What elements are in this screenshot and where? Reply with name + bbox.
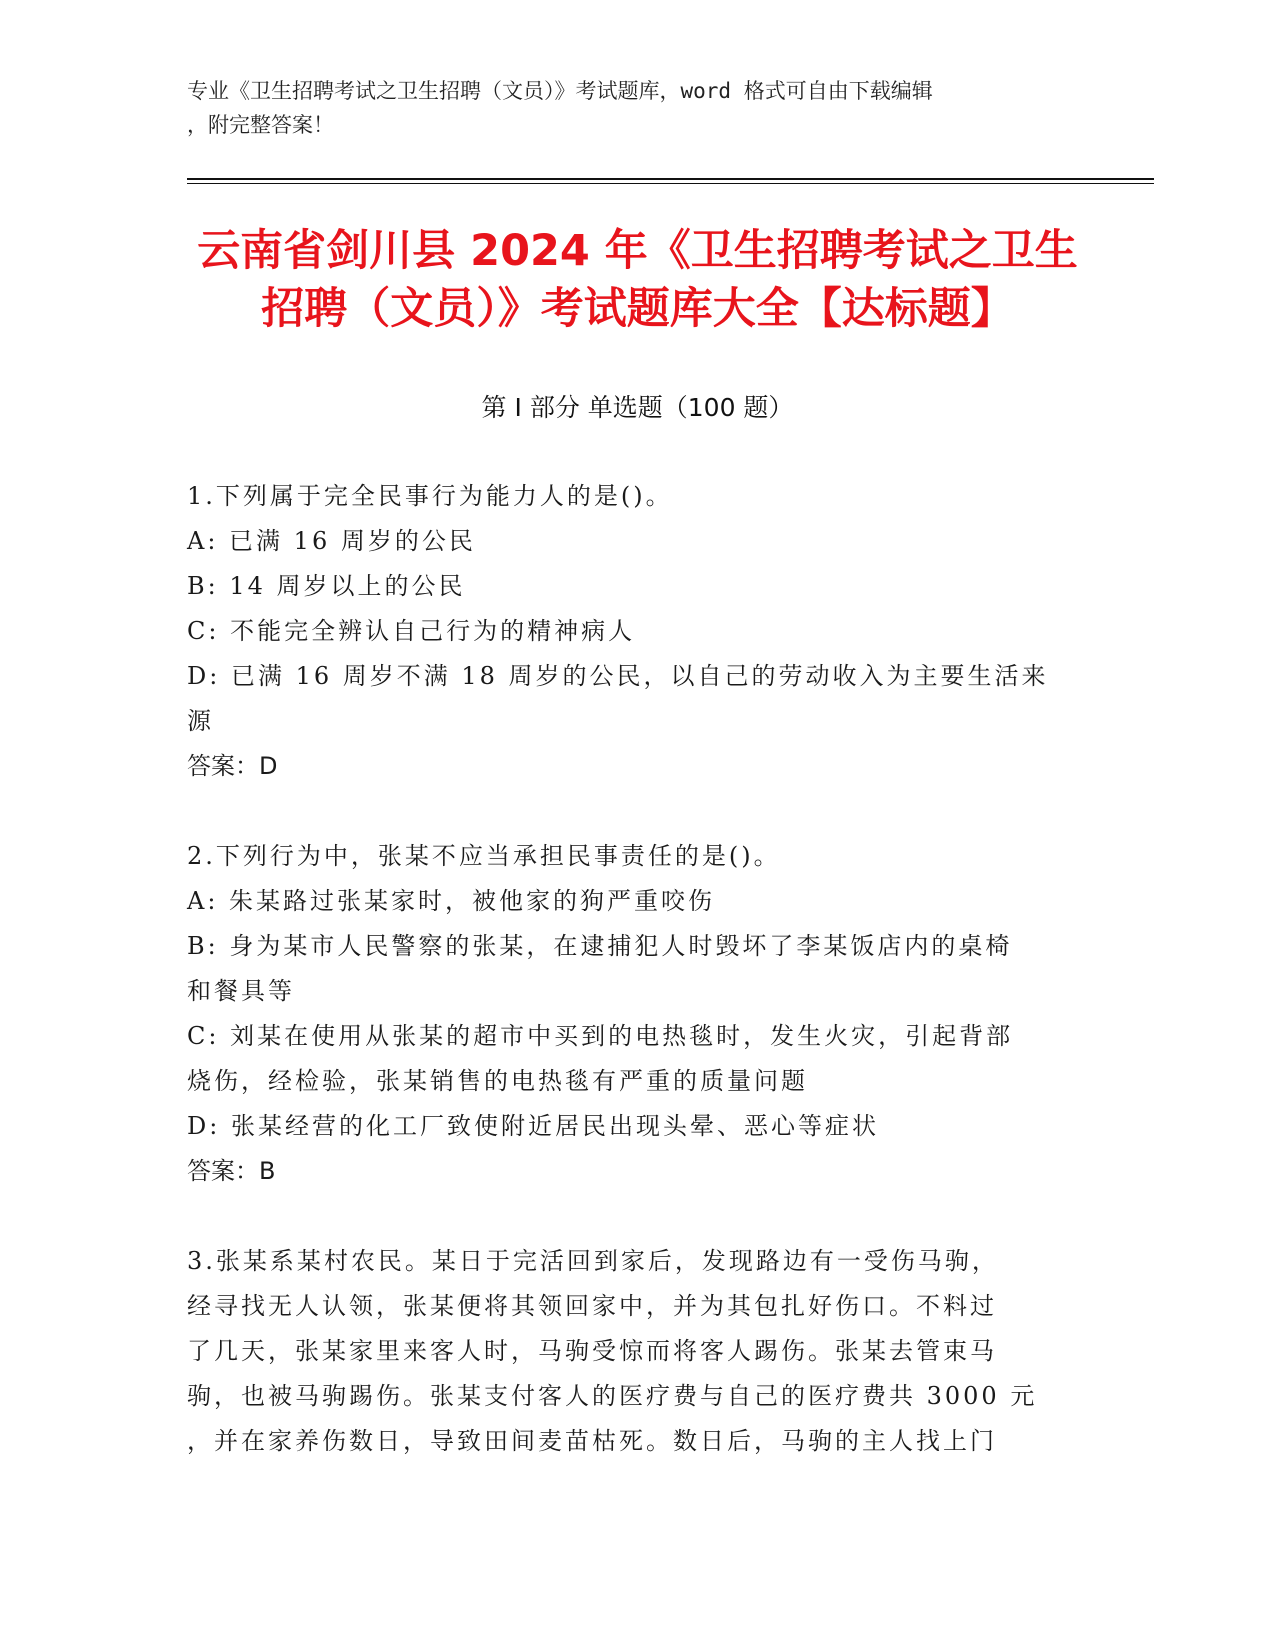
header-note-line: 专业《卫生招聘考试之卫生招聘（文员）》考试题库，word 格式可自由下载编辑 [187,79,933,103]
question-stem: 2.下列行为中，张某不应当承担民事责任的是()。 [187,842,781,870]
question-item [187,1239,1087,1464]
question-stem: 1.下列属于完全民事行为能力人的是()。 [187,482,673,510]
document-title [150,222,1125,338]
option-b: B: 14 周岁以上的公民 [187,572,466,600]
header-divider-thick [187,178,1154,180]
question-stem-continued: ，并在家养伤数日，导致田间麦苗枯死。数日后，马驹的主人找上门 [187,1427,997,1455]
question-list [187,474,1087,1464]
answer-label: 答案：D [187,752,278,780]
header-note-line: ，附完整答案！ [187,113,334,137]
header-divider-thin [187,183,1154,184]
question-spacer [187,1194,1087,1239]
header-note [187,74,1087,142]
option-a: A: 已满 16 周岁的公民 [187,527,476,555]
question-spacer [187,789,1087,834]
option-b: B: 身为某市人民警察的张某，在逮捕犯人时毁坏了李某饭店内的桌椅 [187,932,1013,960]
document-title-line: 云南省剑川县 2024 年《卫生招聘考试之卫生 [197,226,1078,276]
option-c: C: 不能完全辨认自己行为的精神病人 [187,617,636,645]
option-c: C: 刘某在使用从张某的超市中买到的电热毯时，发生火灾，引起背部 [187,1022,1014,1050]
question-stem-continued: 驹，也被马驹踢伤。张某支付客人的医疗费与自己的医疗费共 3000 元 [187,1382,1038,1410]
question-item [187,474,1087,789]
document-title-line: 招聘（文员）》考试题库大全【达标题】 [261,284,1014,334]
option-d-continued: 源 [187,707,214,735]
answer-label: 答案：B [187,1157,276,1185]
option-a: A: 朱某路过张某家时，被他家的狗严重咬伤 [187,887,716,915]
section-heading: 第 I 部分 单选题（100 题） [481,393,794,422]
option-d: D: 张某经营的化工厂致使附近居民出现头晕、恶心等症状 [187,1112,879,1140]
question-item [187,834,1087,1194]
question-stem-continued: 经寻找无人认领，张某便将其领回家中，并为其包扎好伤口。不料过 [187,1292,997,1320]
option-d: D: 已满 16 周岁不满 18 周岁的公民，以自己的劳动收入为主要生活来 [187,662,1049,690]
question-stem-continued: 了几天，张某家里来客人时，马驹受惊而将客人踢伤。张某去管束马 [187,1337,997,1365]
option-b-continued: 和餐具等 [187,977,295,1005]
option-c-continued: 烧伤，经检验，张某销售的电热毯有严重的质量问题 [187,1067,808,1095]
question-stem: 3.张某系某村农民。某日于完活回到家后，发现路边有一受伤马驹， [187,1247,999,1275]
